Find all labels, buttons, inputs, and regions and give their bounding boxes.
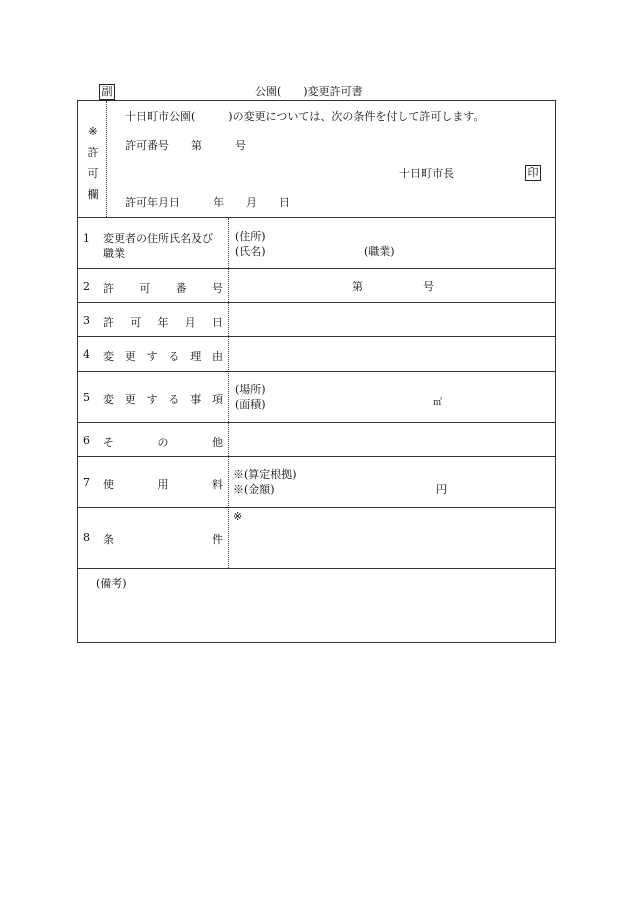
permit-number-line: 許可番号 第 号: [125, 139, 246, 152]
row-label: [83, 280, 223, 296]
label-char: 月: [184, 316, 196, 329]
permit-side-char: 許: [87, 146, 99, 159]
area-field-label: (面積): [235, 398, 266, 411]
fee-basis-label: ※(算定根拠): [233, 468, 297, 481]
mayor-title: 十日町市長: [399, 167, 454, 180]
permit-side-label: [85, 121, 101, 205]
place-field-label: (場所): [235, 383, 266, 396]
row-number: 5: [83, 391, 90, 404]
label-char: そ: [103, 436, 114, 449]
number-suffix: 号: [423, 280, 434, 293]
row-divider: [78, 371, 555, 372]
label-char: る: [168, 350, 180, 363]
label-char: す: [146, 393, 158, 406]
row-number: 8: [83, 531, 90, 544]
permit-statement: 十日町市公園( )の変更については、次の条件を付して許可します。: [125, 110, 485, 123]
label-char: 変: [103, 350, 114, 363]
permit-side-char: 欄: [87, 188, 99, 201]
row-label-text: 変更者の住所氏名及び: [103, 232, 213, 245]
label-char: 理: [190, 350, 202, 363]
label-char: 許: [103, 316, 114, 329]
label-char: 更: [124, 393, 136, 406]
label-char: 可: [139, 282, 151, 295]
label-char: 条: [103, 533, 114, 546]
row-divider: [78, 507, 555, 508]
row-label: [83, 434, 223, 450]
row-number: 1: [83, 232, 90, 245]
name-field-label: (氏名): [235, 245, 266, 258]
number-prefix: 第: [352, 280, 363, 293]
column-divider: [228, 218, 229, 568]
copy-mark-box: 副: [99, 84, 115, 100]
permit-side-char: ※: [88, 125, 98, 138]
row-divider: [78, 302, 555, 303]
label-char: 使: [103, 478, 114, 491]
label-char: 号: [211, 282, 223, 295]
row-divider: [78, 336, 555, 337]
label-char: 可: [130, 316, 142, 329]
row-label: [83, 314, 223, 330]
label-char: 更: [124, 350, 136, 363]
label-char: 件: [212, 533, 223, 546]
label-char: 年: [157, 316, 169, 329]
row-label: [83, 476, 223, 492]
conditions-mark: ※: [233, 510, 243, 523]
row-divider: [78, 268, 555, 269]
row-number: 3: [83, 314, 90, 327]
label-char: の: [157, 436, 169, 449]
label-char: 番: [175, 282, 187, 295]
label-char: 許: [103, 282, 114, 295]
row-number: 7: [83, 476, 90, 489]
row-label: [83, 391, 223, 407]
row-divider: [78, 568, 555, 569]
label-char: 料: [212, 478, 223, 491]
row-label: [83, 348, 223, 364]
label-char: 項: [211, 393, 223, 406]
row-number: 6: [83, 434, 90, 447]
row-label: [83, 230, 213, 246]
permit-side-char: 可: [87, 167, 99, 180]
row-label-line2: 職業: [103, 247, 125, 260]
area-unit: ㎡: [433, 398, 443, 408]
yen-unit: 円: [436, 483, 447, 496]
remarks-label: (備考): [96, 577, 127, 590]
address-field-label: (住所): [235, 230, 266, 243]
label-char: 由: [211, 350, 223, 363]
fee-amount-label: ※(金額): [233, 483, 275, 496]
label-char: 他: [212, 436, 223, 449]
label-char: 用: [157, 478, 169, 491]
seal-box: 印: [525, 165, 541, 181]
row-divider: [78, 217, 555, 218]
label-char: 変: [103, 393, 114, 406]
permit-date-line: 許可年月日 年 月 日: [125, 196, 290, 209]
occupation-field-label: (職業): [364, 245, 395, 258]
row-divider: [78, 422, 555, 423]
row-number: 4: [83, 348, 90, 361]
row-divider: [78, 456, 555, 457]
row-label: [83, 531, 223, 547]
row-number: 2: [83, 280, 90, 293]
permit-divider: [106, 101, 107, 217]
label-char: る: [168, 393, 180, 406]
label-char: 事: [190, 393, 202, 406]
label-char: 日: [212, 316, 223, 329]
label-char: す: [146, 350, 158, 363]
form-title: 公園( )変更許可書: [255, 85, 363, 98]
permit-form-table: [77, 100, 556, 643]
